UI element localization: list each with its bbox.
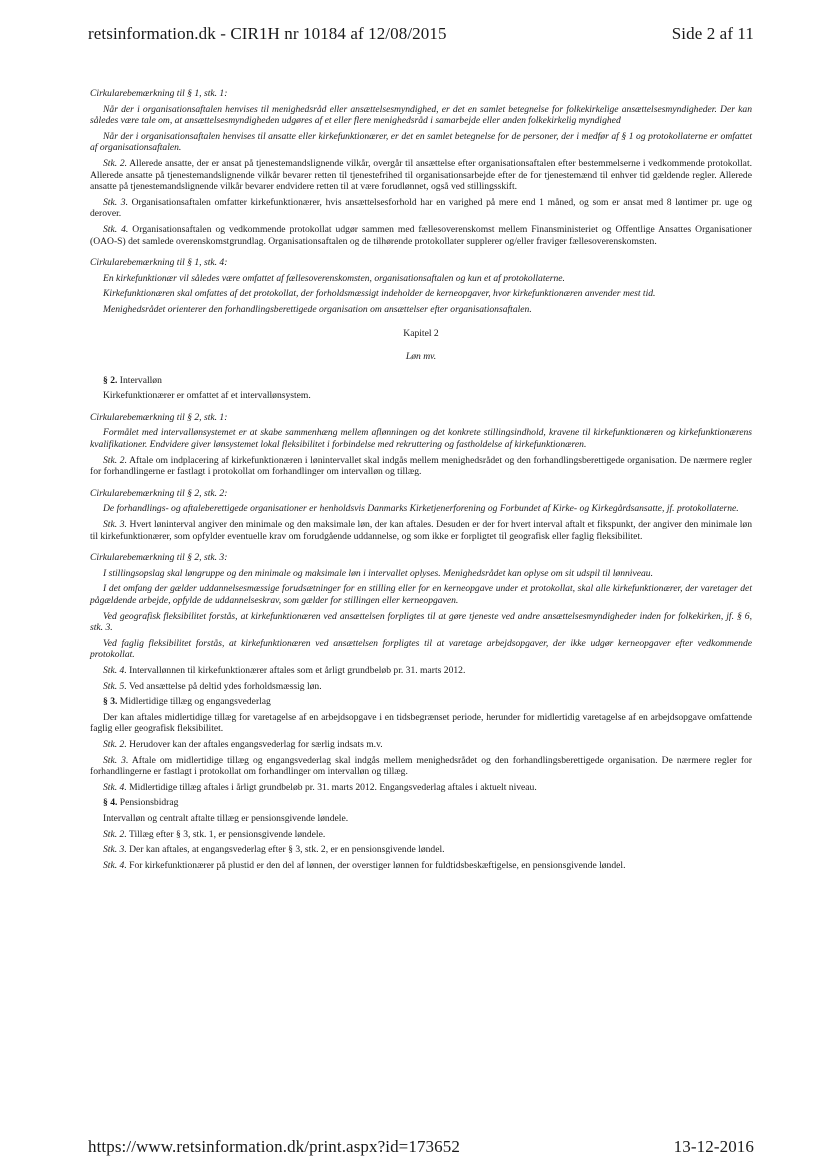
paragraph-text: Der kan aftales, at engangsvederlag efter § 3, stk. 2, er en pensionsgivende løndel. [126,844,445,856]
stk-label: Stk. 4. [103,223,129,235]
circular-note-heading: Cirkularebemærkning til § 2, stk. 1: [90,411,228,423]
paragraph [90,755,752,778]
stk-label: Stk. 3. [103,844,127,856]
footer-url: https://www.retsinformation.dk/print.aspx?id=173652 [88,1137,460,1156]
paragraph: Der kan aftales midlertidige tillæg for varetagelse af en arbejdsopgave i en tidsbegrænset periode, herunder for midlertidig varetagelse af en arbejdsopgave omfattende faglig eller geografisk fleksibilitet. [90,711,752,735]
circular-note-heading: Cirkularebemærkning til § 1, stk. 4: [90,257,228,269]
paragraph [90,782,752,794]
paragraph: Ved faglig fleksibilitet forstås, at kirkefunktionæren ved ansættelsen forpligtes til at varetage arbejdsopgaver, der ikke udgør kerneopgaver efter vedkommende protokollat. [90,637,752,661]
paragraph-text: Allerede ansatte, der er ansat på tjenestemandslignende vilkår, overgår til ansættelse efter organisationsaftalen efter bestemmelserne i vedkommende protokollat. Allerede ansatte på tjenestemandslignende vilkår bevarer retten til tjenestefrihed til organisationsarbejde efter de for tjenestemænd til enhver tid gældende regler. Allerede ansatte på tjenestemandslignende vilkår bevarer endvidere retten til at være forudlønnet, også ved stillingsskift. [90,157,753,193]
chapter-subtitle: Løn mv. [405,351,437,363]
stk-label: Stk. 3. [103,519,127,531]
paragraph [90,665,752,677]
paragraph-text: Aftale om midlertidige tillæg og engangsvederlag skal indgås mellem menighedsrådet og den forhandlingsberettigede organisation. De nærmere regler for forhandlingerne er fastlagt i protokollat om forhandlinger om intervalløn og tillæg. [90,754,753,778]
paragraph-text: Organisationsaftalen omfatter kirkefunktionærer, hvis ansættelsesforhold har en varighed på mere end 1 måned, og som er ansat med 8 løntimer pr. uge og derover. [90,196,752,220]
section-title: Midlertidige tillæg og engangsvederlag [117,696,271,708]
paragraph: Når der i organisationsaftalen henvises til menighedsråd eller ansættelsesmyndighed, er det en samlet betegnelse for folkekirkelige ansættelsesmyndigheder. Der kan således være tale om, at ansættelsesmyndigheden udgøres af et eller flere menighedsråd i samarbejde eller anden folkekirkelig myndighed [90,103,752,127]
paragraph [90,681,752,693]
stk-label: Stk. 2. [103,454,127,466]
paragraph-text: For kirkefunktionærer på plustid er den del af lønnen, der overstiger lønnen for fuldtidsbeskæftigelse, en pensionsgivende løndel. [126,859,626,871]
paragraph: De forhandlings- og aftaleberettigede organisationer er henholdsvis Danmarks Kirketjenerforening og Forbundet af Kirke- og Kirkegårdsansatte, jf. protokollaterne. [103,503,739,515]
section-number: § 3. [103,696,118,708]
stk-label: Stk. 4. [103,859,127,871]
stk-label: Stk. 2. [103,157,128,169]
section-title: Pensionsbidrag [117,797,179,809]
paragraph: I stillingsopslag skal løngruppe og den minimale og maksimale løn i intervallet oplyses. Menighedsrådet kan oplyse om sit udspil til lønniveau. [103,567,653,579]
document-body [90,88,752,875]
stk-label: Stk. 2. [103,828,127,840]
stk-label: Stk. 4. [103,781,127,793]
stk-label: Stk. 5. [103,680,127,692]
paragraph [90,158,752,193]
paragraph: Når der i organisationsaftalen henvises til ansatte eller kirkefunktionærer, er det en samlet betegnelse for de personer, der i medfør af § 1 og protokollaterne er omfattet af organisationsaftalen. [90,130,752,154]
section-heading [90,375,752,387]
paragraph-text: Aftale om indplacering af kirkefunktionæren i lønintervallet skal indgås mellem menighedsrådet og den forhandlingsberettigede organisation. De nærmere regler for forhandlingerne er fastlagt i protokollat om forhandlinger om intervalløn og tillæg. [90,454,753,478]
paragraph [90,844,752,856]
paragraph: Intervalløn og centralt aftalte tillæg er pensionsgivende løndele. [103,812,349,824]
page-number: Side 2 af 11 [671,24,754,43]
paragraph-text: Herudover kan der aftales engangsvederlag for særlig indsats m.v. [126,738,383,750]
paragraph [90,519,752,542]
paragraph [90,739,752,751]
page-footer [88,1137,754,1157]
stk-label: Stk. 4. [103,664,127,676]
page-header [88,24,754,44]
circular-note-heading: Cirkularebemærkning til § 2, stk. 2: [90,487,228,499]
circular-note-heading: Cirkularebemærkning til § 2, stk. 3: [90,552,228,564]
paragraph-text: Tillæg efter § 3, stk. 1, er pensionsgivende løndele. [126,828,326,840]
paragraph-text: Intervallønnen til kirkefunktionærer aftales som et årligt grundbeløb pr. 31. marts 2012. [126,664,466,676]
paragraph: Kirkefunktionærer er omfattet af et intervallønsystem. [103,390,311,402]
stk-label: Stk. 3. [103,196,128,208]
paragraph [90,860,752,872]
paragraph-text: Organisationsaftalen og vedkommende protokollat udgør sammen med fællesoverenskomst mellem Finansministeriet og Offentlige Ansattes Organisationer (OAO-S) det samlede overenskomstgrundlag. Organisationsaftalen og de tilhørende protokollater supplerer og/eller fraviger fællesoverenskomsten. [90,223,752,247]
stk-label: Stk. 2. [103,738,127,750]
paragraph: En kirkefunktionær vil således være omfattet af fællesoverenskomsten, organisationsaftalen og kun et af protokollaterne. [103,272,565,284]
circular-note-heading: Cirkularebemærkning til § 1, stk. 1: [90,88,228,99]
paragraph [90,829,752,841]
header-title: retsinformation.dk - CIR1H nr 10184 af 12/08/2015 [88,24,447,43]
paragraph [90,197,752,220]
paragraph: Ved geografisk fleksibilitet forstås, at kirkefunktionæren ved ansættelsen forpligtes til at gøre tjeneste ved andre ansættelsesmyndigheder inden for folkekirken, jf. § 6, stk. 3. [90,610,752,634]
section-number: § 4. [103,797,118,809]
paragraph [90,455,752,478]
paragraph [90,224,752,247]
section-number: § 2. [103,374,118,386]
stk-label: Stk. 3. [103,754,129,766]
section-heading [90,696,752,708]
paragraph: Menighedsrådet orienterer den forhandlingsberettigede organisation om ansættelser efter organisationsaftalen. [103,303,532,315]
paragraph-text: Midlertidige tillæg aftales i årligt grundbeløb pr. 31. marts 2012. Engangsvederlag aftales i aktuelt niveau. [126,781,537,793]
paragraph-text: Hvert løninterval angiver den minimale og den maksimale løn, der kan aftales. Desuden er der for hvert interval aftalt et fikspunkt, der angiver den minimale løn til kirkefunktionærer, som opfylder eventuelle krav om forudgående uddannelse, og som ikke er forpligtet til geografisk eller faglig fleksibilitet. [90,519,753,542]
paragraph: Formålet med intervallønsystemet er at skabe sammenhæng mellem aflønningen og det konkrete stillingsindhold, kravene til kirkefunktionæren og kirkefunktionærens kvalifikationer. Endvidere giver lønsystemet lokal fleksibilitet i forbindelse med rekruttering og fastholdelse af kirkefunktionæren. [90,427,752,451]
section-title: Intervalløn [117,374,162,386]
paragraph: Kirkefunktionæren skal omfattes af det protokollat, der forholdsmæssigt indeholder de kerneopgaver, hvor kirkefunktionæren anvender mest tid. [103,288,656,300]
paragraph: I det omfang der gælder uddannelsesmæssige forudsætninger for en stilling eller for en kerneopgave under et protokollat, skal alle kirkefunktionærer, der varetager det pågældende arbejde, opfylde de uddannelseskrav, som gælder for stillingen eller kerneopgaven. [90,583,752,606]
chapter-title: Kapitel 2 [403,327,439,339]
paragraph-text: Ved ansættelse på deltid ydes forholdsmæssig løn. [126,680,322,692]
footer-date: 13-12-2016 [673,1137,754,1156]
section-heading [90,797,752,809]
